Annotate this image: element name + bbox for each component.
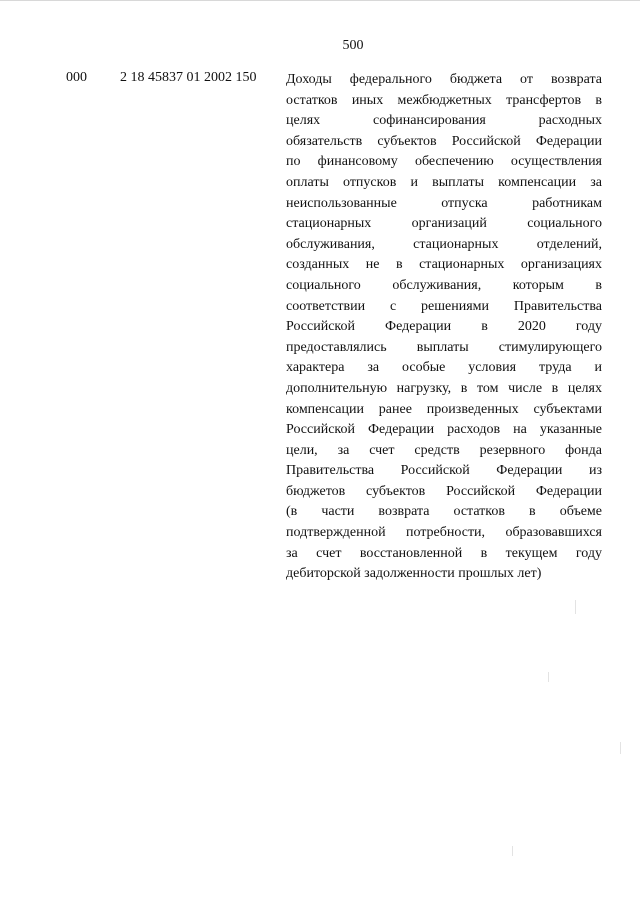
description-line: подтвержденной потребности, образовавшихся <box>286 525 602 541</box>
description-line: целях софинансирования расходных <box>286 113 602 129</box>
description-line: Доходы федерального бюджета от возврата <box>286 72 602 87</box>
description-line: дополнительную нагрузку, в том числе в целях <box>286 380 602 396</box>
description-line: компенсации ранее произведенных субъектами <box>286 401 602 417</box>
description-line: бюджетов субъектов Российской Федерации <box>286 483 602 499</box>
scan-speck <box>620 742 621 754</box>
page-number: 500 <box>342 38 364 53</box>
description-line: Российской Федерации расходов на указанные <box>286 422 602 438</box>
description-line: неиспользованные отпуска работникам <box>286 195 602 211</box>
description-line: социального обслуживания, которым в <box>286 277 602 293</box>
description-line: созданных не в стационарных организациях <box>286 257 602 273</box>
description-line: (в части возврата остатков в объеме <box>286 504 602 520</box>
description-line: обязательств субъектов Российской Федерации <box>286 133 602 149</box>
scan-speck <box>512 846 513 856</box>
description-line: Российской Федерации в 2020 году <box>286 319 602 335</box>
description-line: по финансовому обеспечению осуществления <box>286 154 602 170</box>
description-line: предоставлялись выплаты стимулирующего <box>286 339 602 355</box>
description-line: цели, за счет средств резервного фонда <box>286 442 602 458</box>
description-line: за счет восстановленной в текущем году <box>286 545 602 561</box>
scan-speck <box>548 672 549 682</box>
administrator-code: 000 <box>66 70 87 85</box>
scan-speck <box>575 600 576 614</box>
description-line: соответствии с решениями Правительства <box>286 298 602 314</box>
description-line: Правительства Российской Федерации из <box>286 463 602 479</box>
description-line: характера за особые условия труда и <box>286 360 602 376</box>
budget-classification-code: 2 18 45837 01 2002 150 <box>120 70 257 85</box>
description-line: дебиторской задолженности прошлых лет) <box>286 566 542 582</box>
description-line: обслуживания, стационарных отделений, <box>286 236 602 252</box>
description-line: оплаты отпусков и выплаты компенсации за <box>286 174 602 190</box>
description-line: остатков иных межбюджетных трансфертов в <box>286 92 602 108</box>
revenue-description <box>286 70 602 585</box>
description-line: стационарных организаций социального <box>286 216 602 232</box>
top-edge-rule <box>0 0 640 1</box>
